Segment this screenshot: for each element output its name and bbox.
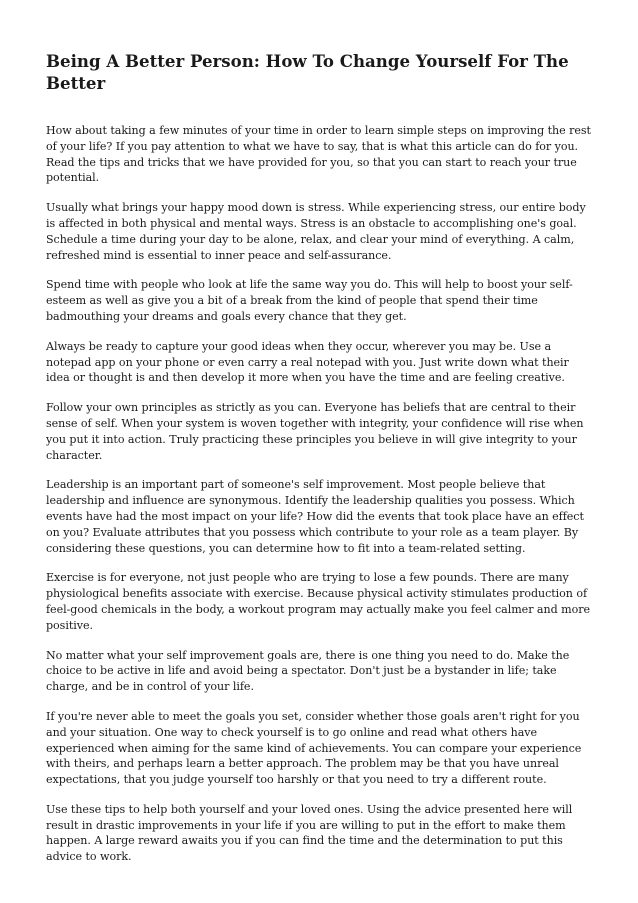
paragraph-principles: Follow your own principles as strictly as you can. Everyone has beliefs that are central to their sense of self. When your system is woven together with integrity, your confidence will rise when you put it into action. Truly practicing these principles you believe in will give integrity to your character. (46, 401, 584, 462)
paragraph-active: No matter what your self improvement goals are, there is one thing you need to do. Make the choice to be active in life and avoid being a spectator. Don't just be a bystander in life; take charge, and be in control of your life. (46, 648, 570, 694)
paragraph-goals: If you're never able to meet the goals you set, consider whether those goals aren't right for you and your situation. One way to check yourself is to go online and read what others have experienced when aiming for the same kind of achievements. You can compare your experience with theirs, and perhaps learn a better approach. The problem may be that you have unreal expectations, that you judge yourself too harshly or that you need to try a different route. (46, 709, 582, 787)
paragraph-exercise: Exercise is for everyone, not just people who are trying to lose a few pounds. There are many physiological benefits associate with exercise. Because physical activity stimulates production of feel-good chemicals in the body, a workout program may actually make you feel calmer and more positive. (46, 571, 590, 632)
paragraph-ideas: Always be ready to capture your good ideas when they occur, wherever you may be. Use a notepad app on your phone or even carry a real notepad with you. Just write down what their idea or thought is and then develop it more when you have the time and are feeling creative. (46, 339, 569, 385)
paragraph-people: Spend time with people who look at life the same way you do. This will help to boost your self-esteem as well as give you a bit of a break from the kind of people that spend their time badmouthing your dreams and goals every chance that they get. (46, 278, 573, 323)
paragraph-leadership: Leadership is an important part of someone's self improvement. Most people believe that leadership and influence are synonymous. Identify the leadership qualities you possess. Which events have had the most impact on your life? How did the events that took place have an effect on you? Evaluate attributes that you possess which contribute to your role as a team player. By considering these questions, you can determine how to fit into a team-related setting. (46, 478, 584, 555)
paragraph-stress: Usually what brings your happy mood down is stress. While experiencing stress, our entire body is affected in both physical and mental ways. Stress is an obstacle to accomplishing one's goal. Schedule a time during your day to be alone, relax, and clear your mind of everything. A calm, refreshed mind is essential to inner peace and self-assurance. (46, 201, 586, 262)
paragraph-conclusion: Use these tips to help both yourself and your loved ones. Using the advice presented here will result in drastic improvements in your life if you are willing to put in the effort to make them happen. A large reward awaits you if you can find the time and the determination to put this advice to work. (46, 802, 573, 864)
document-page (46, 50, 594, 879)
paragraph-intro: How about taking a few minutes of your time in order to learn simple steps on improving the rest of your life? If you pay attention to what we have to say, that is what this article can do for you. Read the tips and tricks that we have provided for you, so that you can start to reach your true potential. (46, 124, 591, 185)
document-title: Being A Better Person: How To Change Yourself For The Better (46, 51, 569, 93)
